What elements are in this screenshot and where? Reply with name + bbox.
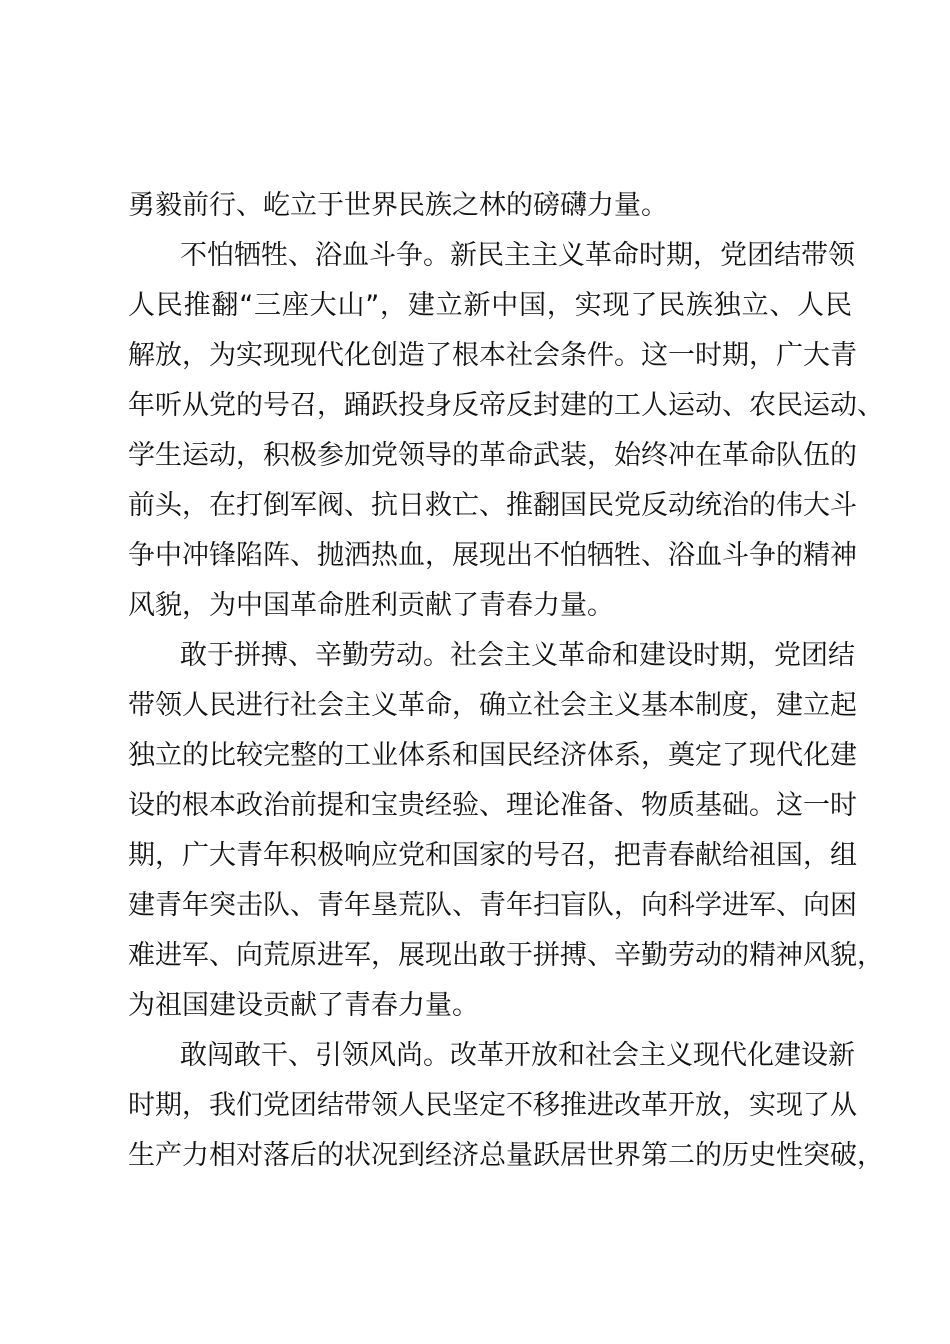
text-line: 独立的比较完整的工业体系和国民经济体系，奠定了现代化建 (128, 740, 857, 771)
paragraph-reform-period (128, 1031, 884, 1181)
paragraph-construction-period (128, 631, 884, 1031)
text-line: 人民推翻“三座大山”，建立新中国，实现了民族独立、人民 (128, 290, 852, 321)
text-line: 勇毅前行、屹立于世界民族之林的磅礴力量。 (128, 190, 668, 221)
text-line: 解放，为实现现代化创造了根本社会条件。这一时期，广大青 (128, 340, 857, 371)
text-line: 争中冲锋陷阵、抛洒热血，展现出不怕牺牲、浴血斗争的精神 (128, 540, 857, 571)
text-line: 建青年突击队、青年垦荒队、青年扫盲队，向科学进军、向困 (128, 890, 857, 921)
text-line: 时期，我们党团结带领人民坚定不移推进改革开放，实现了从 (128, 1090, 857, 1121)
paragraph-continuation (128, 181, 852, 231)
text-line: 学生运动，积极参加党领导的革命武装，始终冲在革命队伍的 (128, 440, 857, 471)
text-line: 年听从党的号召，踊跃投身反帝反封建的工人运动、农民运动、 (128, 390, 884, 421)
document-body (128, 181, 884, 1181)
text-line: 期，广大青年积极响应党和国家的号召，把青春献给祖国，组 (128, 840, 857, 871)
text-line: 前头，在打倒军阀、抗日救亡、推翻国民党反动统治的伟大斗 (128, 490, 857, 521)
text-line: 不怕牺牲、浴血斗争。新民主主义革命时期，党团结带领 (180, 240, 855, 271)
text-line: 生产力相对落后的状况到经济总量跃居世界第二的历史性突破， (128, 1140, 884, 1171)
paragraph-revolution-period (128, 231, 884, 631)
text-line: 为祖国建设贡献了青春力量。 (128, 990, 479, 1021)
text-line: 设的根本政治前提和宝贵经验、理论准备、物质基础。这一时 (128, 790, 857, 821)
text-line: 难进军、向荒原进军，展现出敢于拼搏、辛勤劳动的精神风貌， (128, 940, 884, 971)
text-line: 敢闯敢干、引领风尚。改革开放和社会主义现代化建设新 (180, 1040, 855, 1071)
text-line: 带领人民进行社会主义革命，确立社会主义基本制度，建立起 (128, 690, 857, 721)
text-line: 敢于拼搏、辛勤劳动。社会主义革命和建设时期，党团结 (180, 640, 855, 671)
text-line: 风貌，为中国革命胜利贡献了青春力量。 (128, 590, 614, 621)
